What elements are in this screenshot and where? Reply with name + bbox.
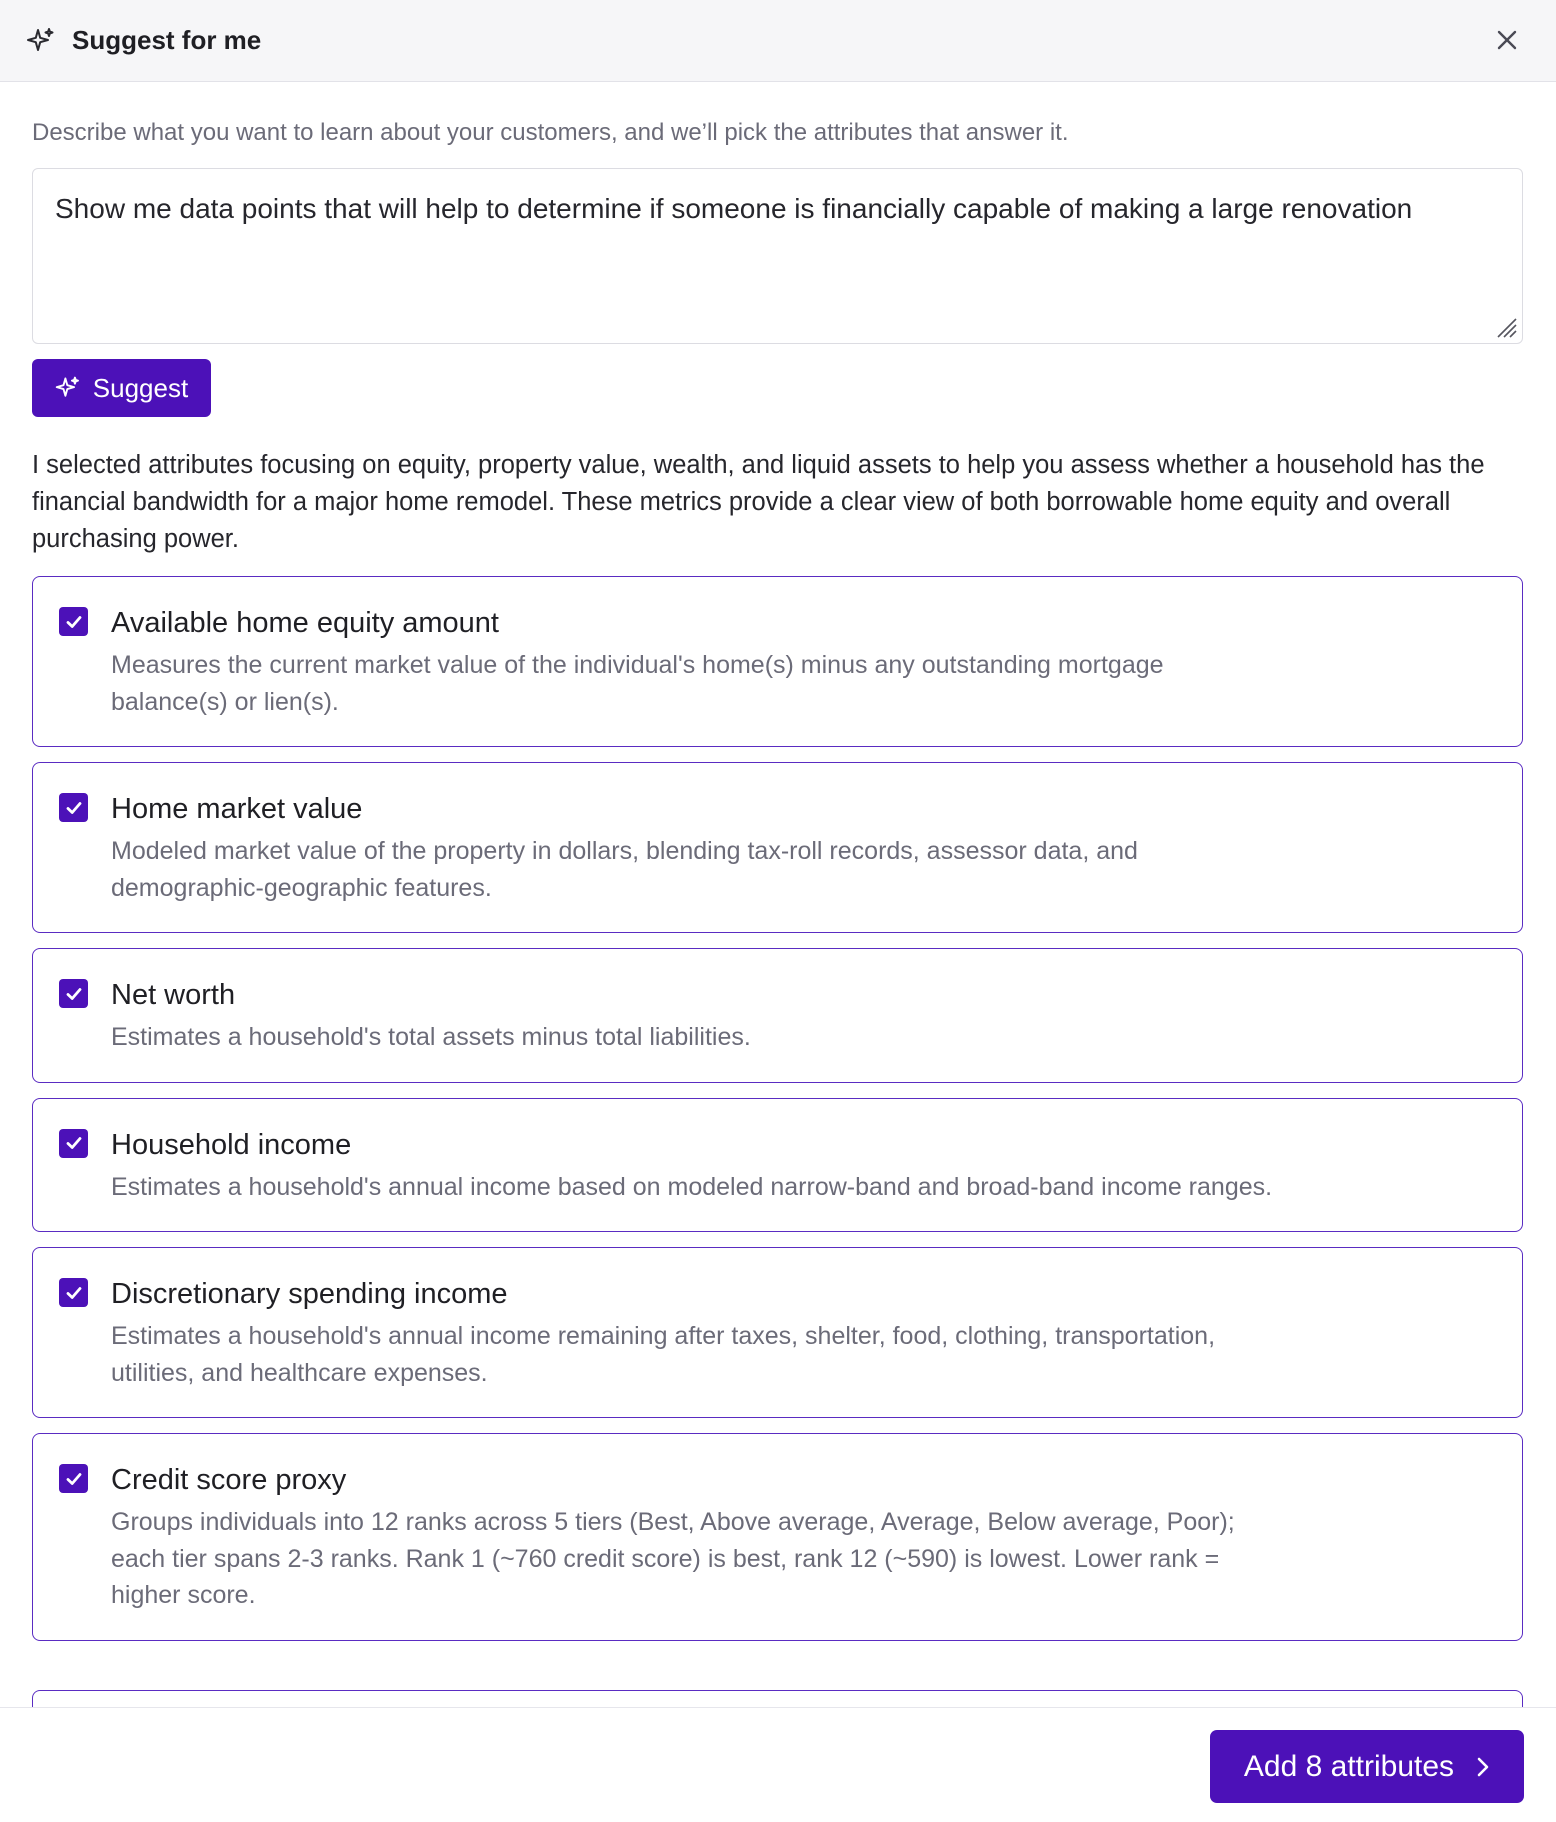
attribute-card[interactable] — [32, 576, 1523, 747]
attribute-description: Estimates a household's annual income remaining after taxes, shelter, food, clothing, transportation, utilities, and healthcare expenses. — [111, 1322, 1216, 1387]
attribute-description: Modeled market value of the property in dollars, blending tax-roll records, assessor data, and demographic-geographic features. — [111, 837, 1138, 902]
instructions-text: Describe what you want to learn about your customers, and we’ll pick the attributes that answer it. — [32, 119, 1069, 146]
attribute-checkbox[interactable] — [59, 1278, 88, 1307]
resize-handle-icon[interactable] — [1494, 315, 1518, 339]
attribute-checkbox[interactable] — [59, 793, 88, 822]
check-icon — [64, 612, 84, 632]
attribute-card[interactable] — [32, 1433, 1523, 1641]
check-icon — [64, 1469, 84, 1489]
suggest-button-label: Suggest — [92, 372, 189, 403]
suggest-button[interactable] — [32, 359, 211, 417]
prompt-textarea[interactable] — [32, 168, 1523, 344]
attribute-name: Home market value — [111, 793, 363, 825]
attribute-card[interactable] — [32, 948, 1523, 1083]
explanation-text: I selected attributes focusing on equity, property value, wealth, and liquid assets to help you assess whether a household has the financial bandwidth for a major home remodel. These metrics provide a clear view of both borrowable home equity and overall purchasing power. — [32, 451, 1485, 553]
attribute-checkbox[interactable] — [59, 607, 88, 636]
add-attributes-label: Add 8 attributes — [1243, 1749, 1455, 1783]
dialog-footer — [0, 1707, 1556, 1822]
attribute-card[interactable] — [32, 1247, 1523, 1418]
dialog-title: Suggest for me — [72, 25, 262, 55]
sparkle-icon — [55, 375, 81, 401]
attribute-name: Net worth — [111, 979, 236, 1011]
attribute-name: Available home equity amount — [111, 607, 499, 639]
attribute-checkbox[interactable] — [59, 979, 88, 1008]
attribute-description: Measures the current market value of the individual's home(s) minus any outstanding mortgage balance(s) or lien(s). — [111, 651, 1164, 716]
check-icon — [64, 984, 84, 1004]
attribute-card[interactable] — [32, 762, 1523, 933]
attribute-description: Groups individuals into 12 ranks across 5 tiers (Best, Above average, Average, Below average, Poor); each tier spans 2-3 ranks. Rank 1 (~760 credit score) is best, rank 12 (~590) is lowest. Lower rank = higher score. — [111, 1508, 1235, 1609]
sparkle-icon — [26, 26, 56, 56]
attribute-checkbox[interactable] — [59, 1464, 88, 1493]
attribute-checkbox[interactable] — [59, 1129, 88, 1158]
add-attributes-button[interactable] — [1210, 1730, 1524, 1803]
attribute-description: Estimates a household's total assets minus total liabilities. — [111, 1023, 751, 1051]
dialog-header — [0, 0, 1556, 82]
chevron-right-icon — [1476, 1756, 1490, 1778]
prompt-text: Show me data points that will help to determine if someone is financially capable of making a large renovation — [55, 193, 1413, 224]
check-icon — [64, 1133, 84, 1153]
check-icon — [64, 798, 84, 818]
attribute-name: Household income — [111, 1128, 352, 1161]
check-icon — [64, 1283, 84, 1303]
attribute-list — [32, 576, 1524, 1641]
close-button[interactable] — [1492, 25, 1522, 55]
attribute-card[interactable] — [32, 1098, 1523, 1233]
dialog-content — [32, 82, 1524, 1656]
close-icon — [1496, 29, 1518, 51]
attribute-name: Credit score proxy — [111, 1464, 347, 1496]
attribute-name: Discretionary spending income — [111, 1278, 508, 1310]
attribute-description: Estimates a household's annual income based on modeled narrow-band and broad-band income ranges. — [111, 1172, 1273, 1201]
